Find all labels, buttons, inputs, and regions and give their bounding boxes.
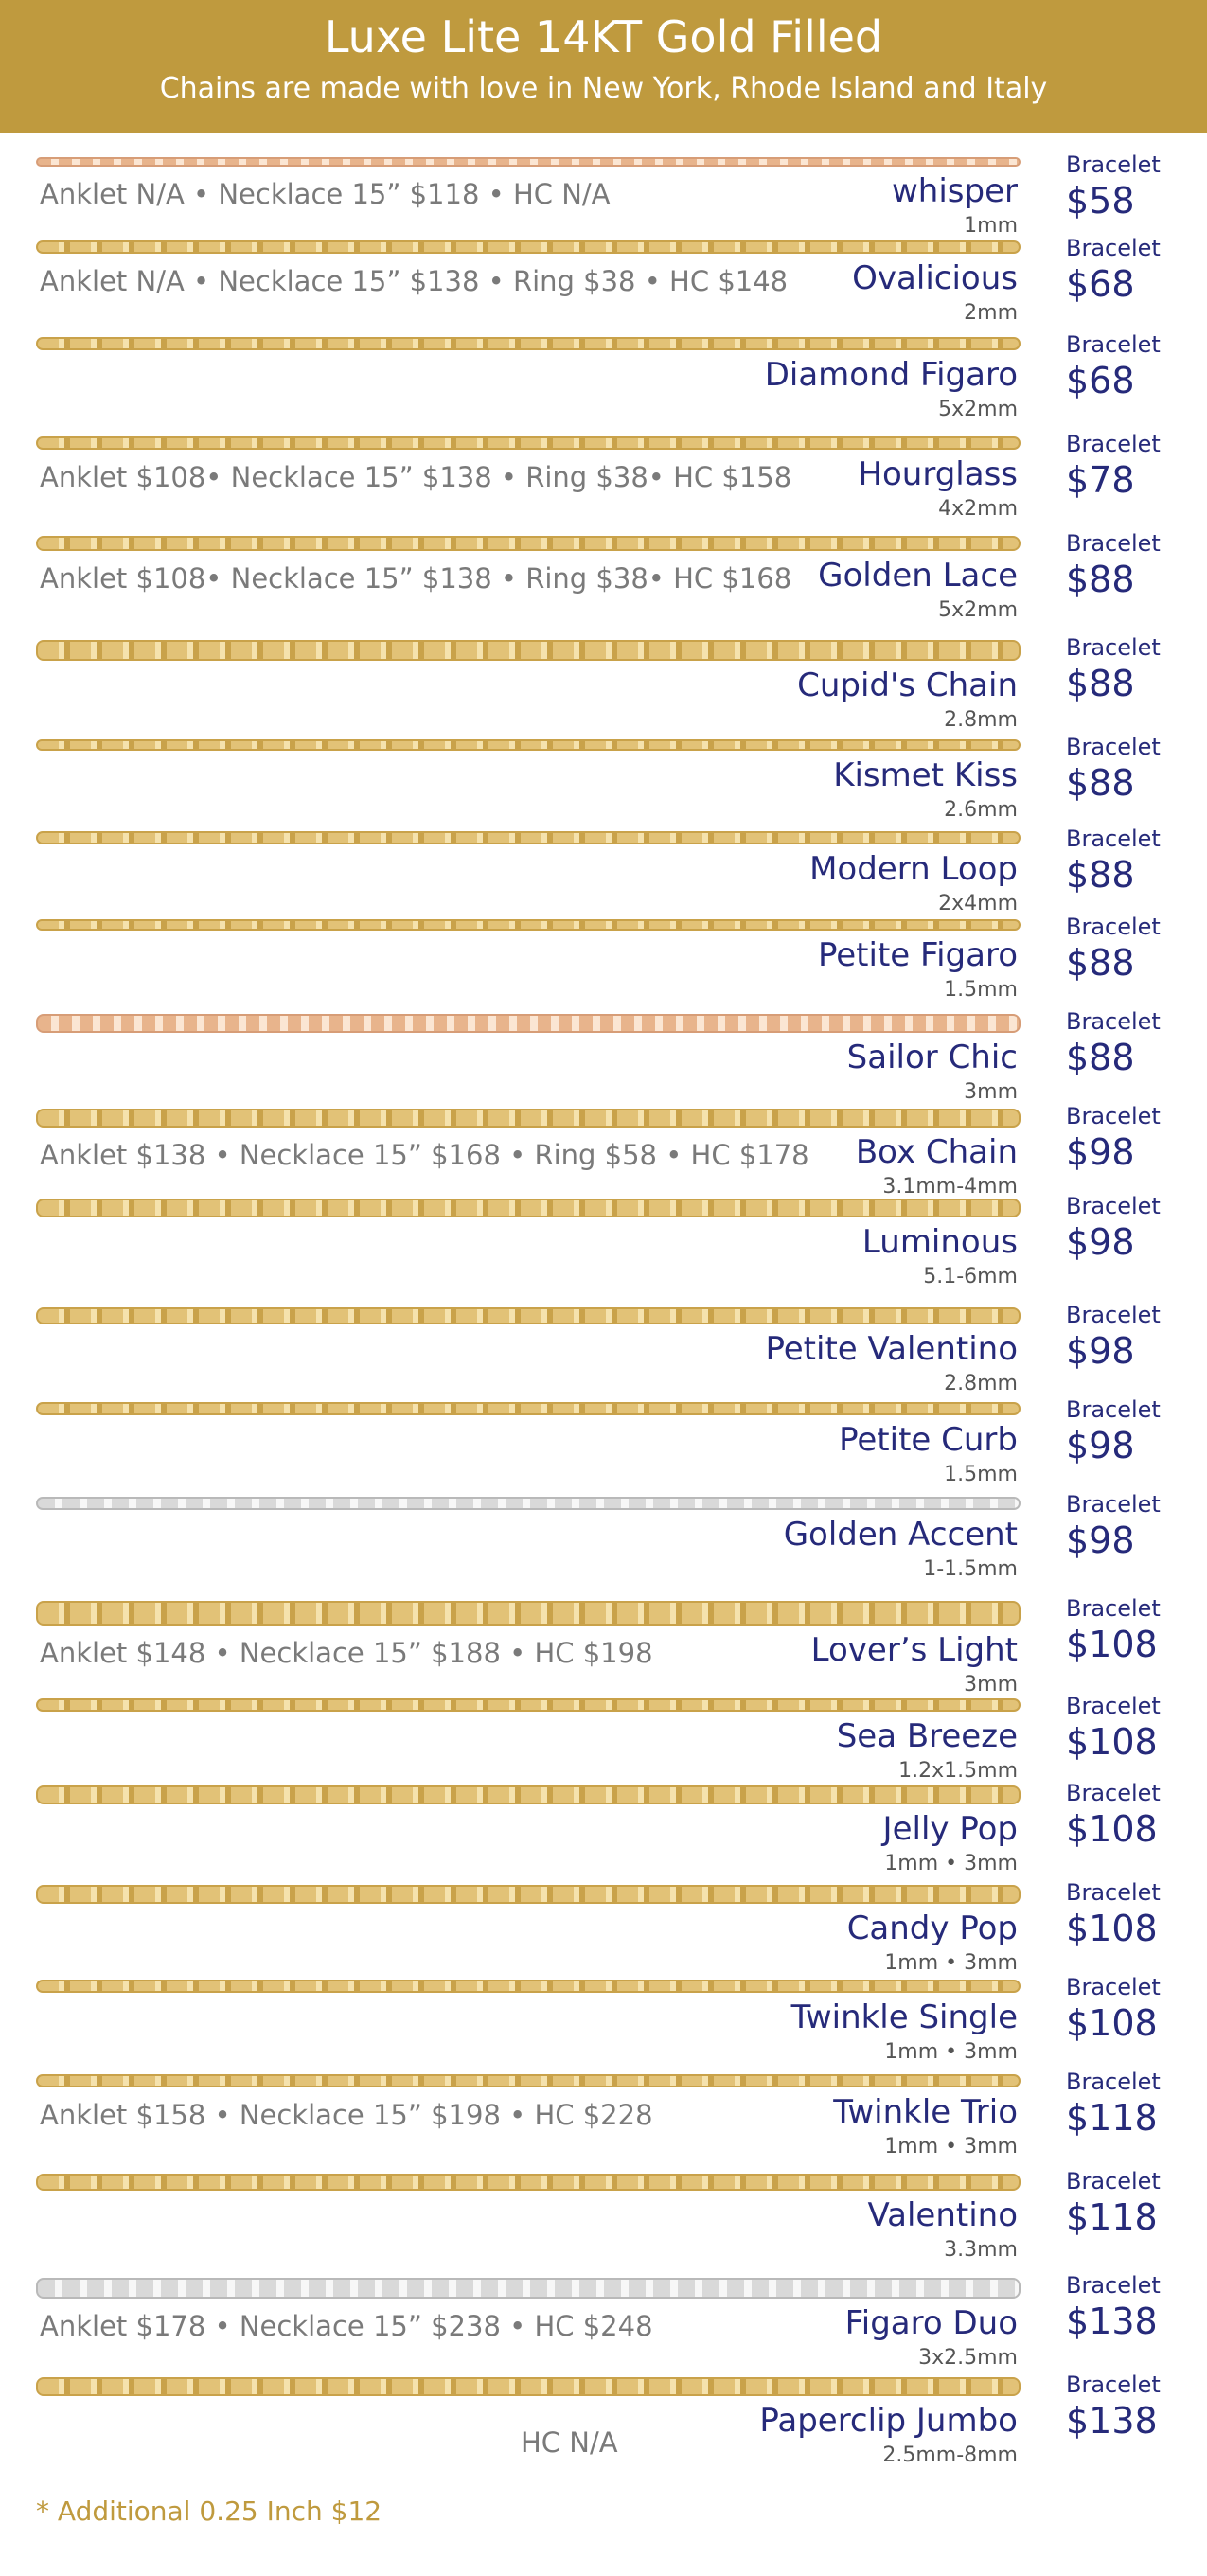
- chain-image: [36, 1014, 1021, 1033]
- bracelet-label: Bracelet: [1066, 431, 1161, 457]
- chain-details: Anklet $138 • Necklace 15” $168 • Ring $58 • HC $178: [40, 1139, 809, 1171]
- chain-size: 1-1.5mm: [923, 1557, 1018, 1581]
- chain-size: 2mm: [964, 301, 1018, 325]
- bracelet-price: $108: [1066, 1908, 1158, 1949]
- chain-name: Sea Breeze: [836, 1717, 1018, 1755]
- bracelet-label: Bracelet: [1066, 1193, 1161, 1219]
- bracelet-price: $108: [1066, 1808, 1158, 1850]
- bracelet-price: $98: [1066, 1519, 1135, 1561]
- bracelet-label: Bracelet: [1066, 1008, 1161, 1035]
- bracelet-label: Bracelet: [1066, 2168, 1161, 2194]
- chain-row: [0, 734, 1207, 828]
- bracelet-price: $118: [1066, 2097, 1158, 2139]
- chain-image: [36, 2174, 1021, 2191]
- chain-size: 1mm • 3mm: [884, 1852, 1018, 1875]
- bracelet-price: $88: [1066, 762, 1135, 804]
- chain-image: [36, 1307, 1021, 1324]
- bracelet-price: $68: [1066, 360, 1135, 401]
- chain-row: [0, 151, 1207, 246]
- chain-row: [0, 1780, 1207, 1874]
- chain-image: [36, 2074, 1021, 2087]
- chain-size: 5x2mm: [938, 398, 1018, 421]
- bracelet-label: Bracelet: [1066, 2272, 1161, 2299]
- chain-row: [0, 634, 1207, 732]
- chain-image: [36, 1402, 1021, 1415]
- chain-row: [0, 2069, 1207, 2163]
- chain-name: Jelly Pop: [882, 1810, 1018, 1848]
- chain-size: 1mm: [964, 214, 1018, 238]
- chain-image: [36, 1885, 1021, 1904]
- chain-name: Lover’s Light: [810, 1631, 1018, 1669]
- page-subtitle: Chains are made with love in New York, Rhode Island and Italy: [159, 72, 1048, 105]
- chain-size: 3mm: [964, 1673, 1018, 1697]
- chain-row: [0, 1693, 1207, 1787]
- chain-name: whisper: [892, 172, 1018, 210]
- chain-details: Anklet N/A • Necklace 15” $118 • HC N/A: [40, 178, 611, 210]
- chain-name: Kismet Kiss: [833, 756, 1018, 794]
- chain-image: [36, 1199, 1021, 1217]
- bracelet-price: $138: [1066, 2400, 1158, 2442]
- bracelet-price: $108: [1066, 2002, 1158, 2044]
- bracelet-label: Bracelet: [1066, 235, 1161, 261]
- bracelet-price: $98: [1066, 1131, 1135, 1173]
- chain-image: [36, 1980, 1021, 1993]
- bracelet-price: $108: [1066, 1624, 1158, 1665]
- chain-details: HC N/A: [521, 2426, 618, 2459]
- bracelet-price: $138: [1066, 2301, 1158, 2342]
- bracelet-label: Bracelet: [1066, 1974, 1161, 2000]
- chain-size: 3x2.5mm: [918, 2346, 1018, 2370]
- chain-image: [36, 436, 1021, 450]
- chain-details: Anklet $108• Necklace 15” $138 • Ring $38• HC $158: [40, 461, 792, 493]
- chain-image: [36, 1785, 1021, 1804]
- bracelet-label: Bracelet: [1066, 914, 1161, 940]
- chain-details: Anklet $148 • Necklace 15” $188 • HC $198: [40, 1637, 653, 1669]
- bracelet-price: $98: [1066, 1330, 1135, 1372]
- bracelet-label: Bracelet: [1066, 331, 1161, 358]
- bracelet-label: Bracelet: [1066, 1595, 1161, 1622]
- page-title: Luxe Lite 14KT Gold Filled: [324, 11, 883, 62]
- chain-size: 3.1mm-4mm: [882, 1175, 1018, 1199]
- chain-name: Ovalicious: [852, 259, 1018, 297]
- chain-row: [0, 914, 1207, 1008]
- header-banner: [0, 0, 1207, 133]
- chain-row: [0, 235, 1207, 329]
- chain-image: [36, 240, 1021, 254]
- chain-row: [0, 826, 1207, 920]
- bracelet-price: $88: [1066, 559, 1135, 600]
- chain-name: Petite Valentino: [765, 1330, 1018, 1368]
- chain-row: [0, 1193, 1207, 1288]
- chain-details: Anklet N/A • Necklace 15” $138 • Ring $38 • HC $148: [40, 265, 789, 297]
- bracelet-label: Bracelet: [1066, 151, 1161, 178]
- chain-row: [0, 2168, 1207, 2263]
- chain-row: [0, 1974, 1207, 2069]
- bracelet-label: Bracelet: [1066, 1396, 1161, 1423]
- bracelet-label: Bracelet: [1066, 734, 1161, 760]
- bracelet-price: $58: [1066, 180, 1135, 222]
- chain-name: Candy Pop: [846, 1910, 1018, 1947]
- chain-image: [36, 640, 1021, 661]
- bracelet-label: Bracelet: [1066, 826, 1161, 852]
- chain-name: Box Chain: [855, 1133, 1018, 1171]
- bracelet-label: Bracelet: [1066, 634, 1161, 661]
- chain-size: 2x4mm: [938, 892, 1018, 915]
- bracelet-price: $98: [1066, 1425, 1135, 1466]
- chain-size: 4x2mm: [938, 497, 1018, 521]
- chain-row: [0, 1879, 1207, 1974]
- bracelet-label: Bracelet: [1066, 1103, 1161, 1129]
- chain-row: [0, 1302, 1207, 1396]
- chain-size: 1mm • 3mm: [884, 2040, 1018, 2064]
- chain-image: [36, 157, 1021, 167]
- footnote: * Additional 0.25 Inch $12: [36, 2496, 382, 2527]
- chain-image: [36, 739, 1021, 751]
- chain-name: Petite Curb: [839, 1421, 1018, 1459]
- chain-image: [36, 2377, 1021, 2396]
- bracelet-price: $118: [1066, 2196, 1158, 2238]
- chain-name: Diamond Figaro: [764, 356, 1018, 394]
- bracelet-label: Bracelet: [1066, 1879, 1161, 1906]
- chain-size: 2.8mm: [944, 1372, 1018, 1395]
- chain-size: 3mm: [964, 1080, 1018, 1104]
- chain-row: [0, 331, 1207, 426]
- chain-row: [0, 530, 1207, 625]
- chain-details: Anklet $178 • Necklace 15” $238 • HC $248: [40, 2310, 653, 2342]
- bracelet-price: $78: [1066, 459, 1135, 501]
- chain-details: Anklet $108• Necklace 15” $138 • Ring $38• HC $168: [40, 562, 792, 595]
- chain-name: Hourglass: [858, 455, 1018, 493]
- chain-name: Luminous: [861, 1223, 1018, 1261]
- chain-image: [36, 1698, 1021, 1712]
- chain-row: [0, 1595, 1207, 1697]
- chain-row: [0, 431, 1207, 525]
- chain-size: 5.1-6mm: [923, 1265, 1018, 1288]
- bracelet-price: $98: [1066, 1221, 1135, 1263]
- chain-image: [36, 831, 1021, 844]
- chain-image: [36, 1109, 1021, 1128]
- chain-image: [36, 2278, 1021, 2299]
- chain-row: [0, 1008, 1207, 1103]
- chain-size: 2.5mm-8mm: [882, 2443, 1018, 2467]
- chain-row: [0, 1103, 1207, 1198]
- chain-row: [0, 2372, 1207, 2466]
- chain-size: 2.6mm: [944, 798, 1018, 822]
- chain-name: Petite Figaro: [817, 936, 1018, 974]
- chain-name: Golden Accent: [783, 1516, 1018, 1554]
- chain-size: 2.8mm: [944, 708, 1018, 732]
- bracelet-price: $88: [1066, 1037, 1135, 1078]
- bracelet-label: Bracelet: [1066, 530, 1161, 557]
- bracelet-price: $88: [1066, 854, 1135, 896]
- chain-size: 1.5mm: [944, 978, 1018, 1002]
- chain-size: 5x2mm: [938, 598, 1018, 622]
- chain-name: Cupid's Chain: [797, 666, 1018, 704]
- chain-size: 3.3mm: [944, 2238, 1018, 2262]
- chain-image: [36, 1497, 1021, 1510]
- chain-name: Sailor Chic: [846, 1039, 1018, 1076]
- chain-name: Golden Lace: [818, 557, 1018, 595]
- chain-size: 1.2x1.5mm: [898, 1759, 1018, 1783]
- chain-row: [0, 1491, 1207, 1586]
- chain-name: Figaro Duo: [844, 2304, 1018, 2342]
- chain-image: [36, 536, 1021, 551]
- bracelet-label: Bracelet: [1066, 1693, 1161, 1719]
- bracelet-price: $108: [1066, 1721, 1158, 1763]
- bracelet-price: $88: [1066, 942, 1135, 984]
- bracelet-price: $68: [1066, 263, 1135, 305]
- chain-name: Paperclip Jumbo: [759, 2402, 1018, 2440]
- chain-row: [0, 2272, 1207, 2370]
- chain-name: Modern Loop: [809, 850, 1018, 888]
- bracelet-label: Bracelet: [1066, 2069, 1161, 2095]
- chain-size: 1.5mm: [944, 1463, 1018, 1486]
- chain-name: Twinkle Trio: [833, 2093, 1018, 2131]
- bracelet-label: Bracelet: [1066, 1302, 1161, 1328]
- chain-name: Valentino: [867, 2196, 1018, 2234]
- bracelet-label: Bracelet: [1066, 2372, 1161, 2398]
- chain-row: [0, 1396, 1207, 1491]
- chain-size: 1mm • 3mm: [884, 2135, 1018, 2159]
- chain-image: [36, 337, 1021, 350]
- chain-image: [36, 919, 1021, 931]
- chain-details: Anklet $158 • Necklace 15” $198 • HC $228: [40, 2099, 653, 2131]
- chain-name: Twinkle Single: [790, 1999, 1018, 2036]
- chain-image: [36, 1601, 1021, 1626]
- bracelet-label: Bracelet: [1066, 1491, 1161, 1518]
- chain-size: 1mm • 3mm: [884, 1951, 1018, 1975]
- bracelet-price: $88: [1066, 663, 1135, 704]
- bracelet-label: Bracelet: [1066, 1780, 1161, 1806]
